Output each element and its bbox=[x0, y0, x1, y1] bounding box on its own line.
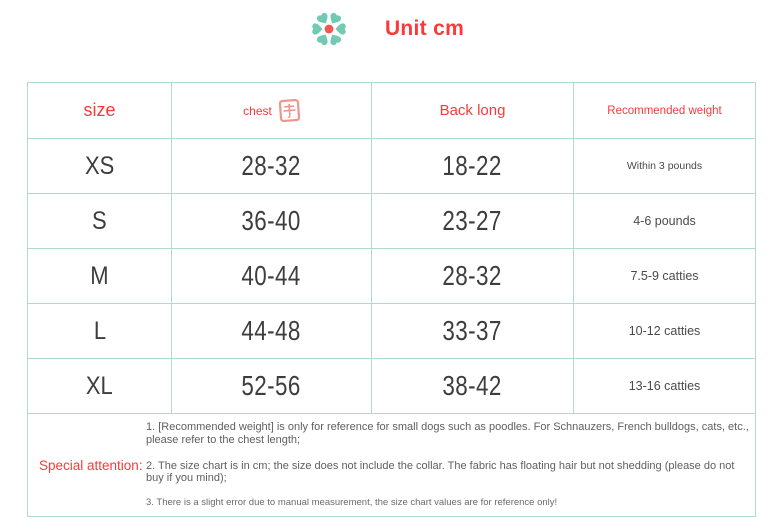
chest-value: 40-44 bbox=[172, 249, 372, 304]
weight-value: 10-12 catties bbox=[574, 304, 756, 359]
weight-value: 7.5-9 catties bbox=[574, 249, 756, 304]
weight-value: Within 3 pounds bbox=[574, 139, 756, 194]
size-value: XS bbox=[28, 139, 172, 194]
unit-label: Unit cm bbox=[384, 17, 465, 40]
column-header-recommended-weight bbox=[574, 83, 756, 139]
weight-value: 4-6 pounds bbox=[574, 194, 756, 249]
table-row-xs bbox=[28, 139, 756, 194]
back-long-value: 28-32 bbox=[372, 249, 574, 304]
chest-value: 28-32 bbox=[172, 139, 372, 194]
special-attention-label: Special attention: bbox=[39, 457, 143, 473]
table-row-l bbox=[28, 304, 756, 359]
column-header-back-long-label: Back long bbox=[439, 102, 506, 119]
size-table bbox=[27, 82, 756, 517]
size-value: L bbox=[28, 304, 172, 359]
size-value: XL bbox=[28, 359, 172, 414]
back-long-value: 18-22 bbox=[372, 139, 574, 194]
page-title bbox=[0, 6, 773, 52]
back-long-value: 33-37 bbox=[372, 304, 574, 359]
note-item-1: 1. [Recommended weight] is only for reference for small dogs such as poodles. For Schnauzers, French bulldogs, cats, etc., please refer to the chest length; bbox=[146, 421, 749, 446]
table-row-s bbox=[28, 194, 756, 249]
weight-value: 13-16 catties bbox=[574, 359, 756, 414]
chest-value: 52-56 bbox=[172, 359, 372, 414]
table-row-xl bbox=[28, 359, 756, 414]
column-header-chest bbox=[172, 83, 372, 139]
table-row-m bbox=[28, 249, 756, 304]
notes-list bbox=[146, 414, 755, 516]
size-value: M bbox=[28, 249, 172, 304]
column-header-chest-label: chest bbox=[243, 103, 272, 118]
size-value: S bbox=[28, 194, 172, 249]
column-header-size-label: size bbox=[83, 100, 116, 120]
table-header-row bbox=[28, 83, 756, 139]
back-long-value: 38-42 bbox=[372, 359, 574, 414]
column-header-recommended-weight-label: Recommended weight bbox=[607, 104, 722, 117]
special-attention-row bbox=[28, 414, 756, 517]
back-long-value: 23-27 bbox=[372, 194, 574, 249]
chest-value: 44-48 bbox=[172, 304, 372, 359]
chest-value: 36-40 bbox=[172, 194, 372, 249]
flower-icon bbox=[309, 9, 349, 49]
column-header-size bbox=[28, 83, 172, 139]
chest-circumference-stamp-icon bbox=[278, 98, 301, 122]
note-item-3: 3. There is a slight error due to manual measurement, the size chart values are for reference only! bbox=[146, 496, 558, 508]
column-header-back-long bbox=[372, 83, 574, 139]
note-item-2: 2. The size chart is in cm; the size does not include the collar. The fabric has floating hair but not shedding (please do not buy if you mind); bbox=[146, 459, 735, 485]
